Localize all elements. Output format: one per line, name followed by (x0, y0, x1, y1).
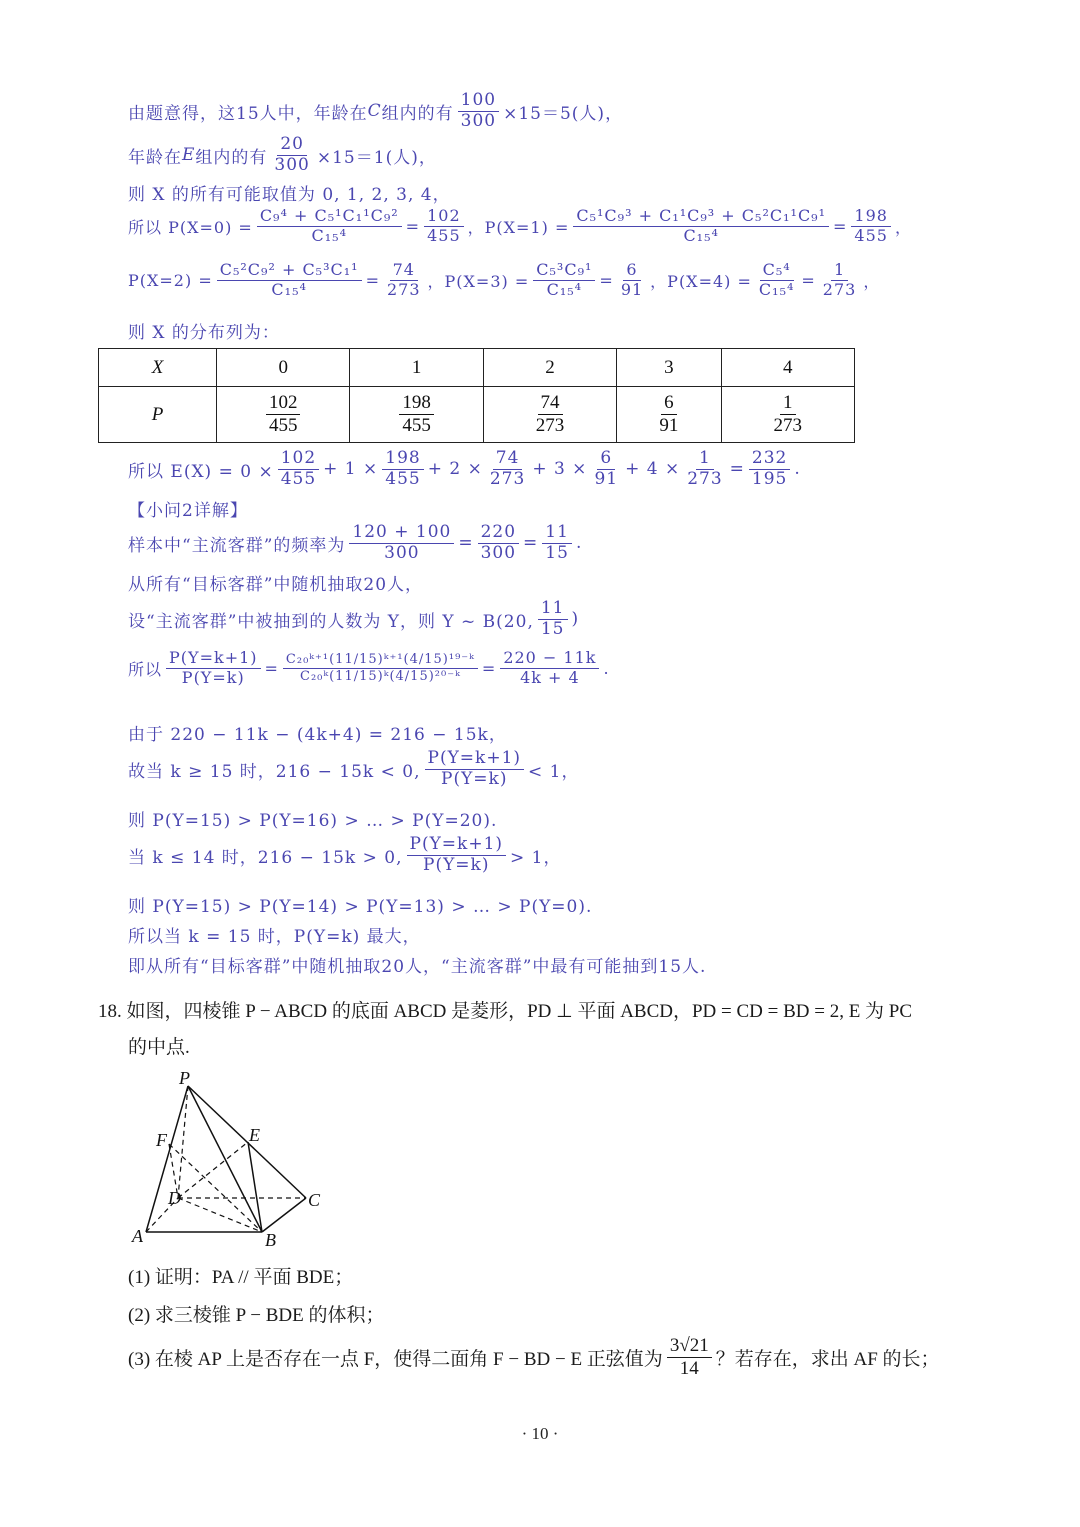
fraction: $\frac{1}{273}$ (822, 260, 857, 299)
fraction: $\frac{\text{C₅¹C₉³ + C₁¹C₉³ + C₅²C₁¹C₉¹}}{\text{C₁₅⁴}}$ (573, 208, 829, 245)
text: 则 X 的所有可能取值为 0, 1, 2, 3, 4， (128, 185, 451, 205)
table-cell: $\frac{74}{273}$ (483, 387, 616, 443)
fraction: $\frac{220 - 11k}{4k + 4}$ (500, 650, 599, 687)
text: 设“主流客群”中被抽到的人数为 Y，则 Y ~ B(20, (128, 611, 534, 632)
solution-line-1 (128, 92, 623, 131)
label-a: A (132, 1226, 143, 1246)
text: 18. 如图，四棱锥 P − ABCD 的底面 ABCD 是菱形，PD ⊥ 平面 ABCD，PD = CD = BD = 2, E 为 PC (98, 1001, 913, 1022)
table-cell: 2 (483, 349, 616, 387)
fraction: $\frac{\text{C₅²C₉² + C₅³C₁¹}}{\text{C₁₅⁴}}$ (217, 262, 362, 299)
table-header-p: P (99, 387, 217, 443)
pyramid-diagram (128, 1066, 338, 1246)
label-e: E (249, 1125, 260, 1145)
solution-case2-result (128, 892, 592, 917)
fraction: $\frac{3√21}{14}$ (667, 1336, 712, 1379)
text: ？若存在，求出 AF 的长； (715, 1348, 940, 1370)
fraction: $\frac{220}{300}$ (478, 524, 519, 563)
table-cell: $\frac{6}{91}$ (617, 387, 721, 443)
subquestion-2 (128, 1300, 384, 1327)
fraction: $\frac{\text{C₂₀ᵏ⁺¹(11/15)ᵏ⁺¹(4/15)¹⁹⁻ᵏ}}{\text{C₂₀ᵏ(11/15)ᵏ(4/15)²⁰⁻ᵏ}}$ (283, 653, 478, 683)
solution-dist-intro (128, 318, 280, 343)
fraction: $\frac{P(Y=k+1)}{P(Y=k)}$ (166, 650, 261, 687)
text: 样本中“主流客群”的频率为 (128, 535, 346, 556)
label-b: B (265, 1230, 276, 1246)
solution-line-3 (128, 180, 451, 205)
solution-case2: 当 k ≤ 14 时，216 − 15k > 0, $\frac{P(Y=k+1)}{P(Y=k)}$ > 1， (128, 834, 562, 875)
text: 故当 k ≥ 15 时，216 − 15k < 0, (128, 761, 421, 782)
fraction: $\frac{74}{273}$ (386, 260, 421, 299)
edge-db (178, 1198, 262, 1232)
fraction: $\frac{P(Y=k+1)}{P(Y=k)}$ (407, 836, 507, 875)
solution-frequency: 样本中“主流客群”的频率为 $\frac{120 + 100}{300}$ = $\frac{220}{300}$ = $\frac{11}{15}$ . (128, 522, 583, 563)
fraction: $\frac{6}{91}$ (594, 448, 619, 489)
solution-draw20 (128, 570, 423, 595)
fraction: $\frac{11}{15}$ (542, 524, 572, 563)
text: 【小问2详解】 (128, 501, 248, 521)
edge-fb (169, 1144, 262, 1232)
text: ，P(X=3) = (427, 271, 530, 291)
text: (3) 在棱 AP 上是否存在一点 F，使得二面角 F − BD − E 正弦值为 (128, 1348, 663, 1370)
fraction: $\frac{198}{455}$ (382, 450, 423, 489)
distribution-table (98, 348, 855, 443)
solution-p01: 所以 P(X=0) = $\frac{\text{C₉⁴ + C₅¹C₁¹C₉²}}{\text{C₁₅⁴}}$ = $\frac{102}{455}$ ，P(X=1) = $\frac{\text{C₅¹C₉³ + C₁¹C₉³ + C₅²C₁¹C₉¹}}{\text{C₁₅⁴}}$ = $\frac{198}{455}$ ， (128, 206, 912, 245)
table-cell: $\frac{198}{455}$ (350, 387, 483, 443)
text: 组内的有 (195, 147, 268, 168)
fraction: $\frac{74}{273}$ (489, 448, 526, 489)
fraction: $\frac{198}{455}$ (851, 208, 891, 245)
solution-conclusion (128, 952, 706, 977)
text: 从所有“目标客群”中随机抽取20人， (128, 575, 424, 595)
text: 当 k ≤ 14 时，216 − 15k > 0, (128, 847, 403, 868)
text: P(X=2) = (128, 270, 213, 290)
text: 的中点. (128, 1037, 190, 1058)
text: 所以 E(X) = 0 × (128, 461, 274, 482)
text: C (367, 101, 382, 122)
fraction: $\frac{\text{C₅³C₉¹}}{\text{C₁₅⁴}}$ (533, 262, 595, 299)
part2-heading (128, 496, 248, 521)
solution-expectation: 所以 E(X) = 0 × $\frac{102}{455}$ + 1 × $\frac{198}{455}$ + 2 × $\frac{74}{273}$ + 3 × $\frac{6}{91}$ + 4 × $\frac{1}{273}$ = $\frac{232}{195}$ . (128, 448, 801, 489)
table-cell: 3 (617, 349, 721, 387)
text: 由于 220 − 11k − (4k+4) = 216 − 15k， (128, 725, 507, 745)
label-p: P (179, 1068, 190, 1088)
text: 则 P(Y=15) > P(Y=14) > P(Y=13) > … > P(Y=0). (128, 897, 593, 917)
table-row (99, 349, 855, 387)
table-header-x: X (99, 349, 217, 387)
fraction: $\frac{P(Y=k+1)}{P(Y=k)}$ (425, 750, 525, 789)
table-cell: $\frac{1}{273}$ (721, 387, 854, 443)
solution-line-2 (128, 136, 437, 175)
fraction: $\frac{6}{91}$ (620, 260, 644, 299)
fraction: $\frac{1}{273}$ (687, 448, 723, 489)
fraction: $\frac{232}{195}$ (749, 450, 790, 489)
text: 由题意得，这15人中，年龄在 (128, 103, 368, 124)
text: 则 P(Y=15) > P(Y=16) > … > P(Y=20). (128, 811, 498, 831)
solution-diff (128, 720, 507, 745)
text: 组内的有 (381, 103, 454, 124)
fraction: $\frac{20}{300}$ (274, 134, 310, 175)
text: ×15＝5(人)， (503, 103, 624, 124)
solution-case1-result (128, 806, 497, 831)
table-row (99, 387, 855, 443)
solution-case1: 故当 k ≥ 15 时，216 − 15k < 0, $\frac{P(Y=k+1)}{P(Y=k)}$ < 1， (128, 748, 580, 789)
fraction: $\frac{\text{C₉⁴ + C₅¹C₁¹C₉²}}{\text{C₁₅⁴}}$ (257, 208, 402, 245)
label-d: D (168, 1188, 181, 1208)
edge-de (178, 1142, 248, 1198)
text: 所以当 k = 15 时，P(Y=k) 最大， (128, 927, 421, 947)
text: (2) 求三棱锥 P − BDE 的体积； (128, 1305, 385, 1326)
question-18-line1 (98, 996, 912, 1023)
table-cell: 0 (217, 349, 350, 387)
text: E (182, 145, 196, 166)
fraction: $\frac{\text{C₅⁴}}{\text{C₁₅⁴}}$ (758, 260, 795, 299)
fraction: $\frac{120 + 100}{300}$ (349, 524, 454, 563)
edge-bc (262, 1198, 306, 1232)
edge-pc (188, 1086, 306, 1198)
text: 则 X 的分布列为： (128, 323, 280, 343)
text: ，P(X=4) = (650, 271, 752, 291)
label-f: F (156, 1130, 167, 1150)
table-cell: $\frac{102}{455}$ (217, 387, 350, 443)
solution-max (128, 922, 421, 947)
solution-binomial: 设“主流客群”中被抽到的人数为 Y，则 Y ~ B(20, $\frac{11}{15}$ ) (128, 598, 580, 639)
text: 即从所有“目标客群”中随机抽取20人，“主流客群”中最有可能抽到15人. (128, 957, 707, 977)
text: 年龄在 (128, 147, 182, 168)
text: (1) 证明：PA // 平面 BDE； (128, 1267, 354, 1288)
text: 所以 P(X=0) = (128, 217, 253, 237)
fraction: $\frac{102}{455}$ (278, 450, 319, 489)
table-cell: 4 (721, 349, 854, 387)
text: 所以 (128, 659, 163, 679)
fraction: $\frac{11}{15}$ (538, 600, 568, 639)
solution-ratio: 所以 $\frac{P(Y=k+1)}{P(Y=k)}$ = $\frac{\text{C₂₀ᵏ⁺¹(11/15)ᵏ⁺¹(4/15)¹⁹⁻ᵏ}}{\text{C₂₀ᵏ(11/15)ᵏ(4/15)²⁰⁻ᵏ}}$ = $\frac{220 - 11k}{4k + 4}$ . (128, 648, 610, 687)
text: ，P(X=1) = (467, 217, 570, 237)
subquestion-3 (128, 1336, 940, 1379)
solution-p234: P(X=2) = $\frac{\text{C₅²C₉² + C₅³C₁¹}}{\text{C₁₅⁴}}$ = $\frac{74}{273}$ ，P(X=3) = $\frac{\text{C₅³C₉¹}}{\text{C₁₅⁴}}$ = $\frac{6}{91}$ ，P(X=4) = $\frac{\text{C₅⁴}}{\text{C₁₅⁴}}$ = $\frac{1}{273}$ ， (128, 260, 881, 299)
text: ×15＝1(人)， (316, 147, 437, 168)
label-c: C (308, 1190, 321, 1210)
fraction: $\frac{100}{300}$ (458, 92, 499, 131)
subquestion-1 (128, 1262, 353, 1289)
table-cell: 1 (350, 349, 483, 387)
pyramid-figure (128, 1066, 338, 1250)
fraction: $\frac{102}{455}$ (424, 208, 464, 245)
question-18-line2 (128, 1032, 190, 1059)
page-number: · 10 · (521, 1424, 559, 1443)
